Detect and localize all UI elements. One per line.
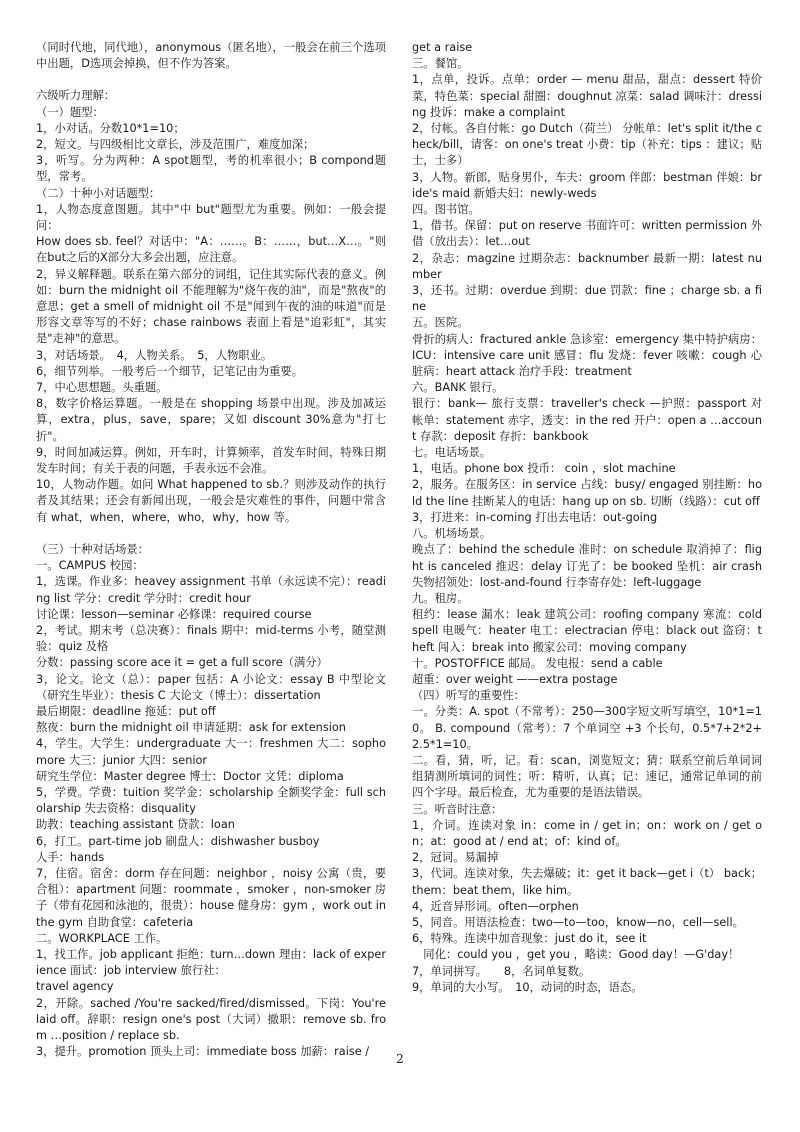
text-line: 4，近音异形词。often—orphen (412, 899, 579, 913)
text-line: 2，短文。与四级相比文章长，涉及范围广，难度加深； (36, 138, 315, 152)
text-line: 1，借书。保留：put on reserve 书面许可：written permission 外借（放出去）：let…out (412, 219, 762, 249)
text-line: 同化：could you ，get you ，略读：Good day！—G'day！ (412, 948, 740, 962)
text-line: 1，点单，投诉。点单：order — menu 甜品，甜点：dessert 特价菜，特色菜：special 甜圈：doughnut 凉菜：salad 调味汁：dressing 投诉：make a complaint (412, 73, 762, 119)
text-line: 4，学生。大学生：undergraduate 大一：freshmen 大二：sophomore 大三：junior 大四：senior (36, 737, 386, 767)
text-line: 2，异义解释题。联系在第六部分的词组，记住其实际代表的意义。例如：burn the midnight oil 不能理解为"烧午夜的油"，而是"熬夜"的意思；get a smell of midnight oil 不是"闻到午夜的油的味道"而是形容文章等写的不好；chase rainbows 表面上看是"追彩虹"，其实是"走神"的意思。 (36, 267, 386, 346)
text-line: 6，特殊。连读中加音现象：just do it，see it (412, 932, 647, 946)
page-number: 2 (396, 1052, 404, 1066)
text-line: 晚点了：behind the schedule 准时：on schedule 取消掉了：flight is canceled 推迟：delay 订光了：be booked 坠机：air crash 失物招领处：lost-and-found 行李寄存处：left-luggage (412, 543, 762, 589)
text-line: 七。电话场景。 (412, 446, 492, 460)
text-line: 1，电话。phone box 投币： coin ，slot machine (412, 462, 676, 476)
text-line: 银行：bank— 旅行支票：traveller's check —护照：passport 对帐单：statement 赤字，透支：in the red 开户：open a …account 存款：deposit 存折：bankbook (412, 397, 762, 443)
text-line: 5，同音。用语法检查：two—to—too，know—no，cell—sell。 (412, 915, 744, 929)
text-line: 九。租房。 (412, 591, 469, 605)
text-line (36, 526, 386, 542)
text-line: travel agency (36, 980, 114, 994)
text-line: 五。医院。 (412, 316, 469, 330)
text-line: 一。分类：A. spot（不常考）：250—300字短文听写填空，10*1=10。 B. compound（常考）：7 个单词空 +3 个长句，0.5*7+2*2+2.5*1=10。 (412, 705, 762, 751)
text-line: 5，学费。学费：tuition 奖学金：scholarship 全额奖学金：full scholarship 失去资格：disquality (36, 785, 386, 816)
text-line: 2，服务。在服务区：in service 占线：busy/ engaged 别挂断：hold the line 挂断某人的电话：hang up on sb. 切断（线路）：cut off (412, 478, 762, 508)
text-line (36, 72, 386, 88)
text-line: 3，人物。新郎，贴身男仆，车夫：groom 伴郎：bestman 伴娘：bride's maid 新婚夫妇：newly-weds (412, 170, 762, 200)
text-line: 熬夜：burn the midnight oil 申请延期：ask for extension (36, 721, 346, 735)
text-line: 7，单词拼写。 8，名词单复数。 (412, 964, 591, 978)
text-line: 人手：hands (36, 850, 105, 864)
text-line: 3，听写。分为两种：A spot题型，考的机率很小；B compond题型，常考。 (36, 154, 386, 184)
text-line: 超重：over weight ——extra postage (412, 672, 618, 686)
text-line: 3，还书。过期：overdue 到期：due 罚款：fine ；charge sb. a fine (412, 284, 762, 314)
text-line: 10，人物动作题。如问 What happened to sb.？则涉及动作的执行者及其结果；还会有新闻出现，一般会是灾难性的事件，问题中常含有 what，when，where，who，why，how 等。 (36, 478, 386, 524)
text-line: 二。WORKPLACE 工作。 (36, 931, 168, 945)
text-line: （同时代地，同代地），anonymous（匿名地），一般会在前三个选项中出题，D选项会掉换，但不作为答案。 (36, 41, 386, 71)
text-line: 骨折的病人：fractured ankle 急诊室：emergency 集中特护病房：ICU：intensive care unit 感冒：flu 发烧：fever 咳嗽：cough 心脏病：heart attack 治疗手段：treatment (412, 332, 762, 379)
text-line: 7，中心思想题。头重题。 (36, 381, 168, 395)
text-line: 三。听音时注意： (412, 802, 503, 816)
text-line: （二）十种小对话题型： (36, 186, 161, 200)
text-line: 7，住宿。宿舍：dorm 存在问题：neighbor ，noisy 公寓（贵，要合租）：apartment 问题：roommate ，smoker ，non-smoker 房子（带有花园和泳池的，很贵）：house 健身房：gym ，work out in the gym 自助食堂：cafeteria (36, 866, 386, 929)
text-line: 9，单词的大小写。 10，动词的时态，语态。 (412, 980, 643, 994)
text-line: 8，数字价格运算题。一般是在 shopping 场景中出现。涉及加减运算，extra，plus，save，spare；又如 discount 30%意为"打七折"。 (36, 397, 386, 443)
text-line: 6，细节列举。一般考后一个细节，记笔记由为重要。 (36, 364, 304, 378)
text-line: 3，提升。promotion 顶头上司：immediate boss 加薪：raise / (36, 1045, 370, 1059)
text-line: 十。POSTOFFICE 邮局。 发电报：send a cable (412, 656, 663, 670)
text-line: 助教：teaching assistant 贷款：loan (36, 818, 235, 832)
text-line: 分数：passing score ace it = get a full score（满分） (36, 656, 328, 670)
text-line: 1，介词。连读对象 in：come in / get in；on：work on / get on；at：good at / end at；of：kind of。 (412, 818, 762, 848)
text-line: 1，选课。作业多：heavey assignment 书单（永远读不完）：reading list 学分：credit 学分时：credit hour (36, 575, 386, 605)
text-line: 八。机场场景。 (412, 527, 492, 541)
text-line: 3，论文。论文（总）：paper 包括：A 小论文：essay B 中型论文（研究生毕业）：thesis C 大论文（博士）：dissertation (36, 672, 386, 702)
left-column (36, 40, 386, 1060)
text-line: 2，杂志：magzine 过期杂志：backnumber 最新一期：latest number (412, 251, 762, 281)
text-line: 2，考试。期末考（总决赛）：finals 期中：mid-terms 小考，随堂测验：quiz 及格 (36, 623, 386, 654)
text-line: 六级听力理解： (36, 89, 116, 103)
text-line: How does sb. feel？对话中："A：……。B：……，but…X…。"则在but之后的X部分大多会出题，应注意。 (36, 235, 386, 265)
text-line: 3，对话场景。 4，人物关系。 5，人物职业。 (36, 348, 273, 362)
text-line: （三）十种对话场景： (36, 542, 149, 556)
text-line: （一）题型： (36, 105, 104, 119)
text-line: 1，人物态度意图题。其中"中 but"题型尤为重要。例如：一般会提问： (36, 202, 386, 233)
text-line: 四。图书馆。 (412, 203, 480, 217)
text-line: 9，时间加减运算。例如，开车时，计算频率，首发车时间，特殊日期发车时间；有关于表的问题，手表永远不会准。 (36, 445, 386, 476)
text-line: 六。BANK 银行。 (412, 381, 504, 395)
text-line: 一。CAMPUS 校园： (36, 559, 144, 573)
text-line: 2，开除。sached /You're sacked/fired/dismissed。下岗：You're laid off。辞职：resign one's post（大词）撤职：remove sb. from …position / replace sb. (36, 996, 386, 1042)
text-line: 3，打进来：in-coming 打出去电话：out-going (412, 510, 658, 524)
text-line: 1，找工作。job applicant 拒绝：turn…down 理由：lack of experience 面试：job interview 旅行社： (36, 947, 386, 978)
text-line: 1，小对话。分数10*1=10； (36, 121, 185, 135)
text-line: （四）听写的重要性： (412, 689, 525, 703)
text-line: 讨论课：lesson—seminar 必修课：required course (36, 607, 312, 621)
right-column (412, 40, 762, 996)
text-line: 2，冠词。易漏掉 (412, 851, 499, 865)
text-line: 最后期限：deadline 拖延：put off (36, 704, 216, 718)
text-line: 3，代词。连读对象，失去爆破；it：get it back—get i（t） back；them：beat them，like him。 (412, 867, 762, 897)
text-line: 6，打工。part-time job 刷盘人：dishwasher busboy (36, 834, 320, 848)
text-line: 租约：lease 漏水：leak 建筑公司：roofing company 寒流：cold spell 电暖气：heater 电工：electracian 停电：black out 盗窃：theft 闯入：break into 搬家公司：moving company (412, 608, 762, 654)
text-line: 研究生学位：Master degree 博士：Doctor 文凭：diploma (36, 769, 344, 783)
text-line: 二。看，猜，听，记。看：scan，浏览短文；猜：联系空前后单词词组猜测所填词的词性；听：精听，认真；记：速记，通常记单词的前四个字母。最后检查，尤为重要的是语法错误。 (412, 753, 762, 800)
text-line: get a raise (412, 41, 473, 54)
text-line: 三。餐馆。 (412, 57, 469, 71)
text-line: 2，付帐。各自付帐：go Dutch（荷兰） 分帐单：let's split it/the check/bill，请客：on one's treat 小费：tip（补充：tips ：建议；贴士，士多） (412, 122, 762, 168)
